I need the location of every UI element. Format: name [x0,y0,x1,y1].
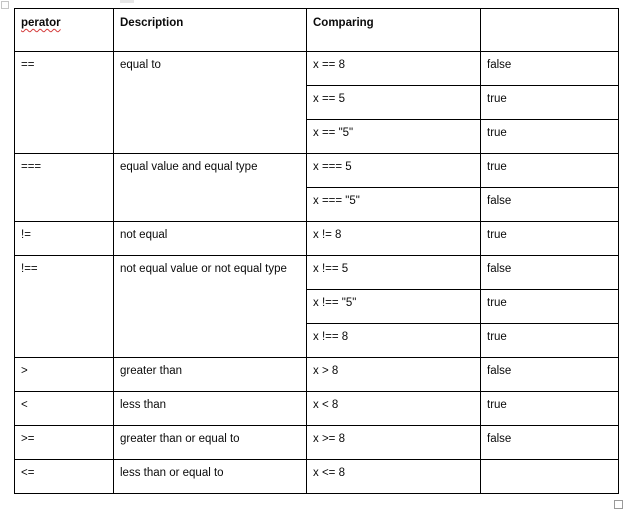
comparing-cell: x == "5" [307,120,481,154]
comparison-operators-table [14,8,619,494]
description-cell: greater than [114,358,307,392]
table-header-row [15,9,619,52]
comparing-cell: x !== 8 [307,324,481,358]
table-row [15,392,619,426]
table-row [15,358,619,392]
description-cell: equal to [114,52,307,154]
table-row [15,52,619,86]
operator-cell: < [15,392,114,426]
result-cell [481,460,619,494]
table-header [15,9,619,52]
comparing-cell: x !== 5 [307,256,481,290]
comparing-cell: x === "5" [307,188,481,222]
comparing-cell: x == 5 [307,86,481,120]
result-cell: false [481,256,619,290]
comparing-cell: x <= 8 [307,460,481,494]
operator-cell: > [15,358,114,392]
table-row [15,222,619,256]
result-cell: true [481,120,619,154]
result-cell: true [481,222,619,256]
table-resize-handle[interactable] [614,500,623,509]
column-header-operator-label: perator [21,17,61,29]
column-header-result [481,9,619,52]
result-cell: true [481,324,619,358]
table-body [15,52,619,494]
description-cell: less than [114,392,307,426]
comparing-cell: x > 8 [307,358,481,392]
table-row [15,256,619,290]
table-row [15,426,619,460]
comparing-cell: x !== "5" [307,290,481,324]
description-cell: equal value and equal type [114,154,307,222]
comparing-cell: x != 8 [307,222,481,256]
result-cell: false [481,426,619,460]
operator-cell: != [15,222,114,256]
operator-cell: >= [15,426,114,460]
column-header-operator [15,9,114,52]
description-cell: less than or equal to [114,460,307,494]
column-header-description: Description [114,9,307,52]
document-top-artifact [120,0,134,3]
result-cell: false [481,358,619,392]
result-cell: true [481,290,619,324]
operator-cell: == [15,52,114,154]
description-cell: not equal [114,222,307,256]
result-cell: true [481,392,619,426]
table-row [15,154,619,188]
result-cell: false [481,52,619,86]
result-cell: true [481,86,619,120]
operator-cell: === [15,154,114,222]
column-header-comparing: Comparing [307,9,481,52]
description-cell: greater than or equal to [114,426,307,460]
table-row [15,460,619,494]
comparing-cell: x >= 8 [307,426,481,460]
result-cell: true [481,154,619,188]
table-move-handle[interactable] [1,1,9,9]
operator-cell: <= [15,460,114,494]
comparing-cell: x === 5 [307,154,481,188]
description-cell: not equal value or not equal type [114,256,307,358]
comparing-cell: x < 8 [307,392,481,426]
operator-cell: !== [15,256,114,358]
result-cell: false [481,188,619,222]
comparing-cell: x == 8 [307,52,481,86]
